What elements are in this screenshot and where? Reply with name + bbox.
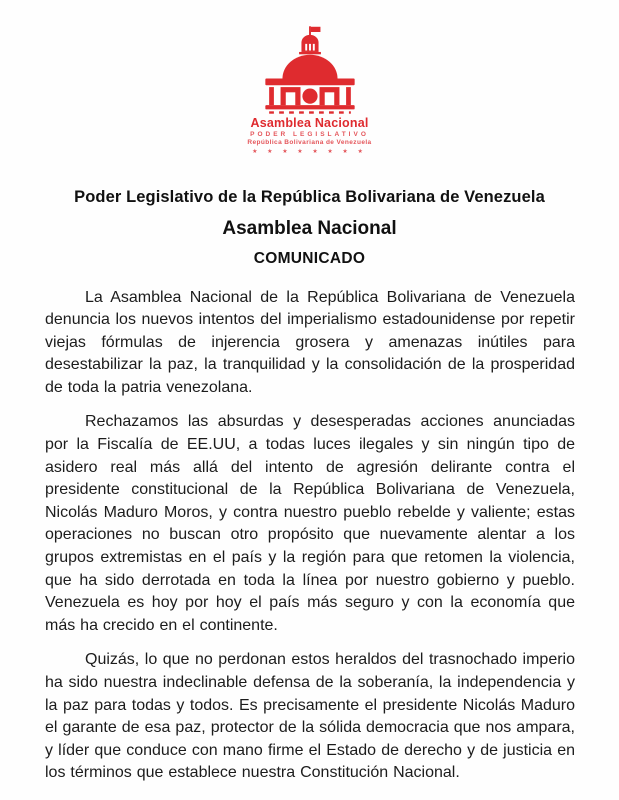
capitol-dome-building-icon: [0, 26, 619, 114]
stars-row: ★ ★ ★ ★ ★ ★ ★ ★: [252, 148, 367, 155]
document-header: [0, 188, 619, 268]
paragraph-3: Quizás, lo que no perdonan estos heraldos del trasnochado imperio ha sido nuestra indeclinable defensa de la soberanía, la independencia y la paz para todas y todos. Es precisamente el presidente Nicolás Maduro el garante de esa paz, protector de la sólida democracia que nos ampara, y líder que conduce con mano firme el Estado de derecho y de justicia en los términos que establece nuestra Constitución Nacional.: [45, 651, 575, 782]
header-poder-legislativo: Poder Legislativo de la República Bolivariana de Venezuela: [74, 187, 545, 206]
assembly-logo: [0, 0, 619, 155]
paragraph-2: Rechazamos las absurdas y desesperadas acciones anunciadas por la Fiscalía de EE.UU, a todas luces ilegales y sin ningún tipo de asidero real más allá del intento de agresión delirante contra el presidente constitucional de la República Bolivariana de Venezuela, Nicolás Maduro Moros, y contra nuestro pueblo rebelde y valiente; estas operaciones no buscan otro propósito que nuevamente alentar a los grupos extremistas en el país y la región para que retomen la violencia, que ha sido derrotada en toda la línea por nuestro gobierno y pueblo. Venezuela es hoy por hoy el país más seguro y con la economía que más ha crecido en el continente.: [45, 413, 575, 634]
logo-subtitle-republica: República Bolivariana de Venezuela: [247, 139, 372, 146]
logo-subtitle-poder-legislativo: PODER LEGISLATIVO: [250, 130, 369, 138]
header-asamblea-nacional: Asamblea Nacional: [222, 217, 397, 239]
document-body: [45, 287, 575, 785]
logo-title: Asamblea Nacional: [250, 116, 369, 130]
header-comunicado: COMUNICADO: [253, 249, 366, 267]
paragraph-1: La Asamblea Nacional de la República Bolivariana de Venezuela denuncia los nuevos intentos del imperialismo estadounidense por repetir viejas fórmulas de injerencia grosera y amenazas inútiles para desestabilizar la paz, la tranquilidad y la consolidación de la prosperidad de toda la patria venezolana.: [45, 288, 575, 396]
